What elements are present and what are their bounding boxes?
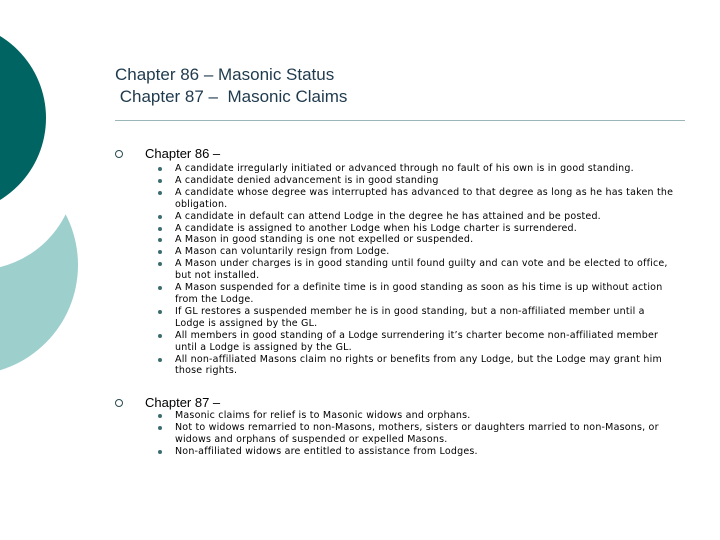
section-heading-text: Chapter 87 – xyxy=(145,395,221,410)
title-line-2: Chapter 87 – Masonic Claims xyxy=(115,87,348,106)
list-item: If GL restores a suspended member he is in good standing, but a non-affiliated member until a Lodge is assigned by the GL. xyxy=(175,306,675,330)
hollow-circle-bullet-icon xyxy=(115,150,123,158)
title-divider xyxy=(115,120,685,121)
list-item: A candidate irregularly initiated or advanced through no fault of his own is in good standing. xyxy=(175,163,675,175)
list-item: A Mason can voluntarily resign from Lodge. xyxy=(175,246,675,258)
list-item: A Mason under charges is in good standing until found guilty and can vote and be elected to office, but not installed. xyxy=(175,258,675,282)
section-heading-chapter-86 xyxy=(112,146,220,162)
list-item: A candidate in default can attend Lodge in the degree he has attained and be posted. xyxy=(175,211,675,223)
title-line-1: Chapter 86 – Masonic Status xyxy=(115,65,335,84)
section-heading-chapter-87 xyxy=(112,395,220,411)
slide-title xyxy=(115,64,347,108)
chapter-87-list xyxy=(175,410,675,458)
list-item: Masonic claims for relief is to Masonic widows and orphans. xyxy=(175,410,675,422)
list-item: All members in good standing of a Lodge surrendering it’s charter become non-affiliated member until a Lodge is assigned by the GL. xyxy=(175,330,675,354)
decorative-circles xyxy=(0,0,120,540)
chapter-86-list xyxy=(175,163,675,377)
hollow-circle-bullet-icon xyxy=(115,399,123,407)
section-heading-text: Chapter 86 – xyxy=(145,146,221,161)
list-item: Not to widows remarried to non-Masons, mothers, sisters or daughters married to non-Masons, or widows and orphans of suspended or expelled Masons. xyxy=(175,422,675,446)
list-item: All non-affiliated Masons claim no rights or benefits from any Lodge, but the Lodge may grant him those rights. xyxy=(175,354,675,378)
list-item: A Mason suspended for a definite time is in good standing as soon as his time is up without action from the Lodge. xyxy=(175,282,675,306)
list-item: Non-affiliated widows are entitled to assistance from Lodges. xyxy=(175,446,675,458)
list-item: A candidate denied advancement is in good standing xyxy=(175,175,675,187)
list-item: A Mason in good standing is one not expelled or suspended. xyxy=(175,234,675,246)
list-item: A candidate is assigned to another Lodge when his Lodge charter is surrendered. xyxy=(175,223,675,235)
list-item: A candidate whose degree was interrupted has advanced to that degree as long as he has taken the obligation. xyxy=(175,186,674,210)
